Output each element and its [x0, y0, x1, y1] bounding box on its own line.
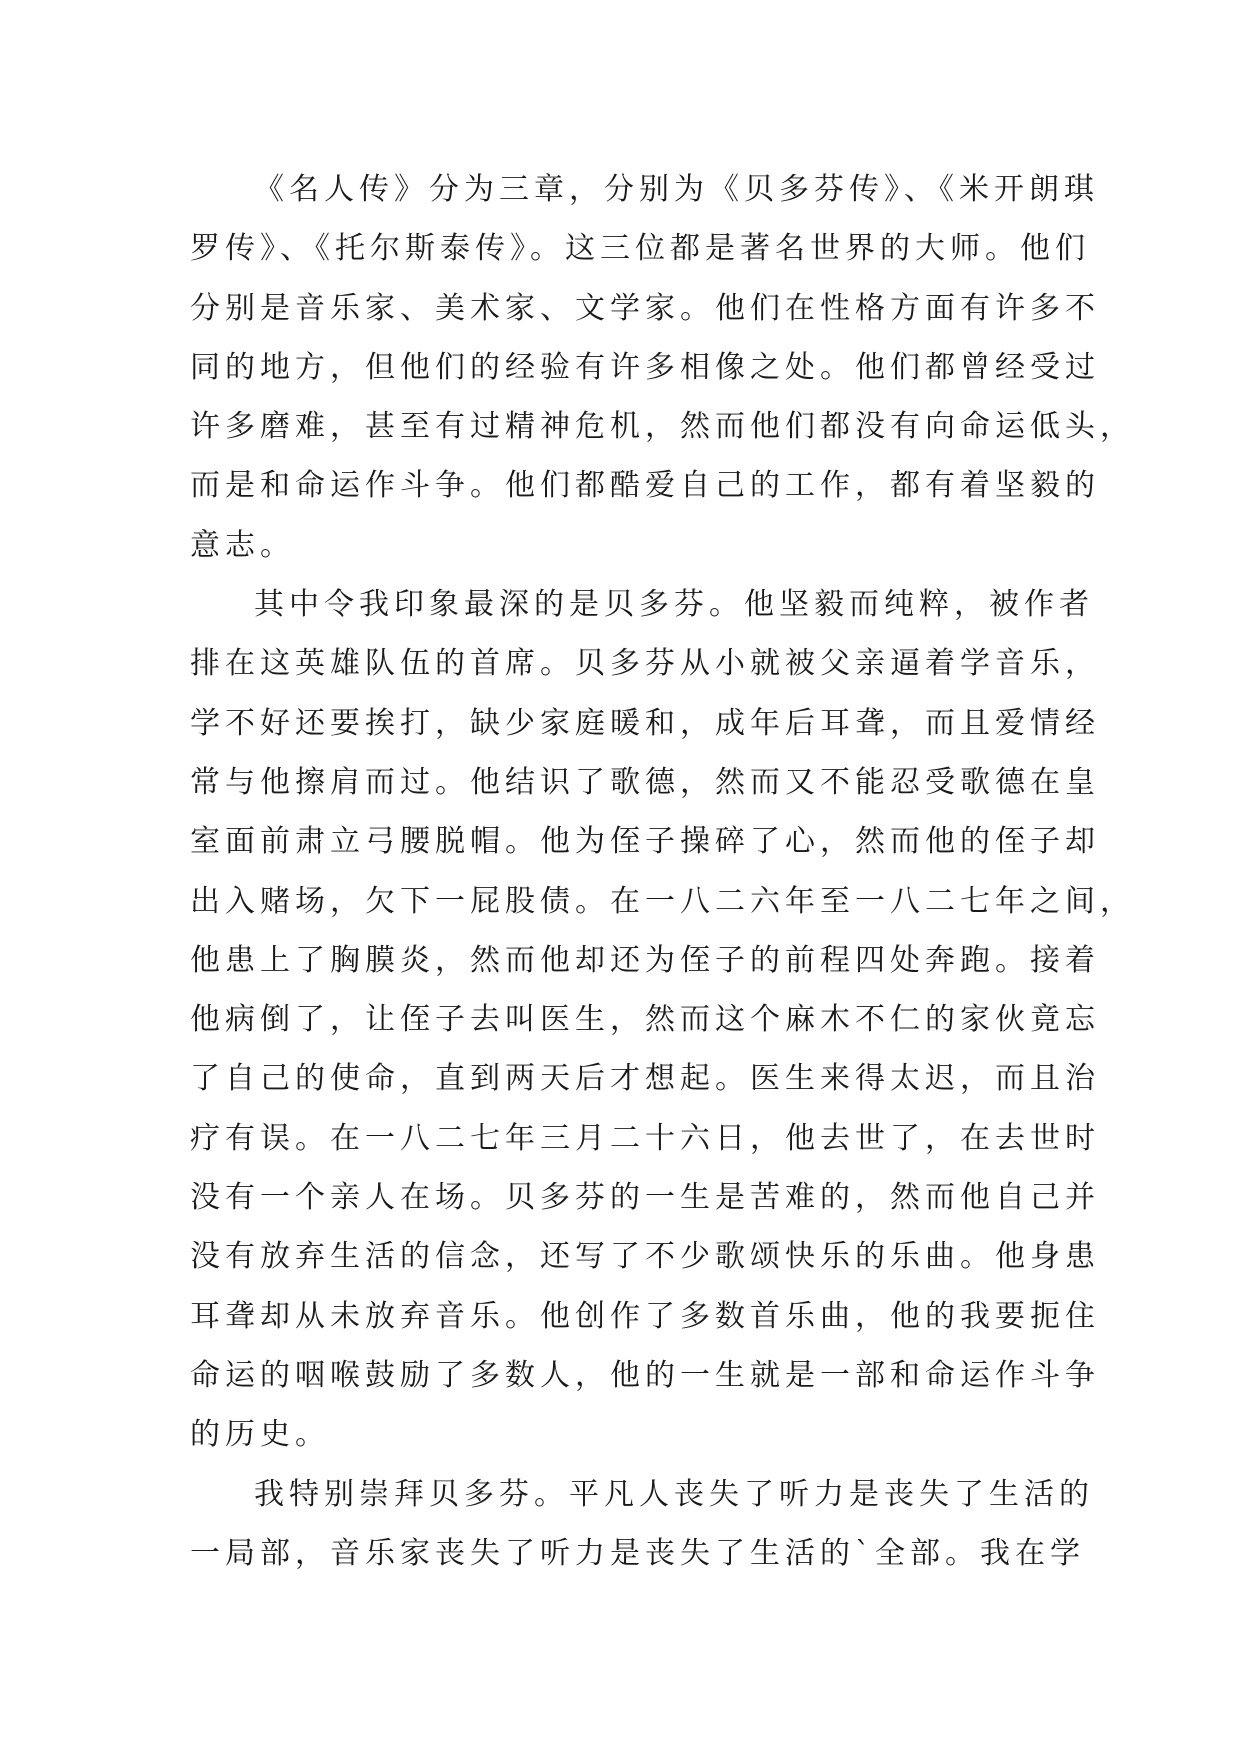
text-line: 没有放弃生活的信念，还写了不少歌颂快乐的乐曲。他身患 [190, 1239, 1100, 1275]
text-line: 《名人传》分为三章，分别为《贝多芬传》、《米开朗琪 [254, 172, 1099, 207]
text-line: 没有一个亲人在场。贝多芬的一生是苦难的，然而他自己并 [190, 1180, 1100, 1216]
text-line: 同的地方，但他们的经验有许多相像之处。他们都曾经受过 [190, 349, 1100, 385]
text-line: 出入赌场，欠下一屁股债。在一八二六年至一八二七年之间， [190, 883, 1135, 919]
text-line: 罗传》、《托尔斯泰传》。这三位都是著名世界的大师。他们 [190, 231, 1090, 267]
text-line: 室面前肃立弓腰脱帽。他为侄子操碎了心，然而他的侄子却 [190, 824, 1100, 860]
paragraph-3 [190, 1465, 1094, 1584]
paragraph-2 [190, 575, 1135, 1464]
text-line: 命运的咽喉鼓励了多数人，他的一生就是一部和命运作斗争 [190, 1357, 1100, 1393]
text-line: 一局部，音乐家丧失了听力是丧失了生活的`全部。我在学 [190, 1535, 1085, 1571]
text-line: 分别是音乐家、美术家、文学家。他们在性格方面有许多不 [190, 290, 1100, 326]
text-line: 他病倒了，让侄子去叫医生，然而这个麻木不仁的家伙竟忘 [190, 1002, 1100, 1038]
text-line: 我特别崇拜贝多芬。平凡人丧失了听力是丧失了生活的 [254, 1476, 1094, 1512]
text-line: 排在这英雄队伍的首席。贝多芬从小就被父亲逼着学音乐， [190, 646, 1100, 682]
paragraph-1 [190, 160, 1135, 575]
text-line: 的历史。 [190, 1417, 330, 1453]
text-line: 其中令我印象最深的是贝多芬。他坚毅而纯粹，被作者 [254, 587, 1094, 623]
text-line: 了自己的使命，直到两天后才想起。医生来得太迟，而且治 [190, 1061, 1100, 1097]
body-text [190, 160, 1135, 1583]
text-line: 而是和命运作斗争。他们都酷爱自己的工作，都有着坚毅的 [190, 468, 1100, 504]
text-line: 常与他擦肩而过。他结识了歌德，然而又不能忍受歌德在皇 [190, 764, 1100, 800]
text-line: 他患上了胸膜炎，然而他却还为侄子的前程四处奔跑。接着 [190, 942, 1100, 978]
text-line: 疗有误。在一八二七年三月二十六日，他去世了，在去世时 [190, 1120, 1100, 1156]
text-line: 耳聋却从未放弃音乐。他创作了多数首乐曲，他的我要扼住 [190, 1298, 1100, 1334]
text-line: 学不好还要挨打，缺少家庭暖和，成年后耳聋，而且爱情经 [190, 705, 1100, 741]
text-line: 意志。 [190, 527, 295, 563]
text-line: 许多磨难，甚至有过精神危机，然而他们都没有向命运低头， [190, 409, 1135, 445]
